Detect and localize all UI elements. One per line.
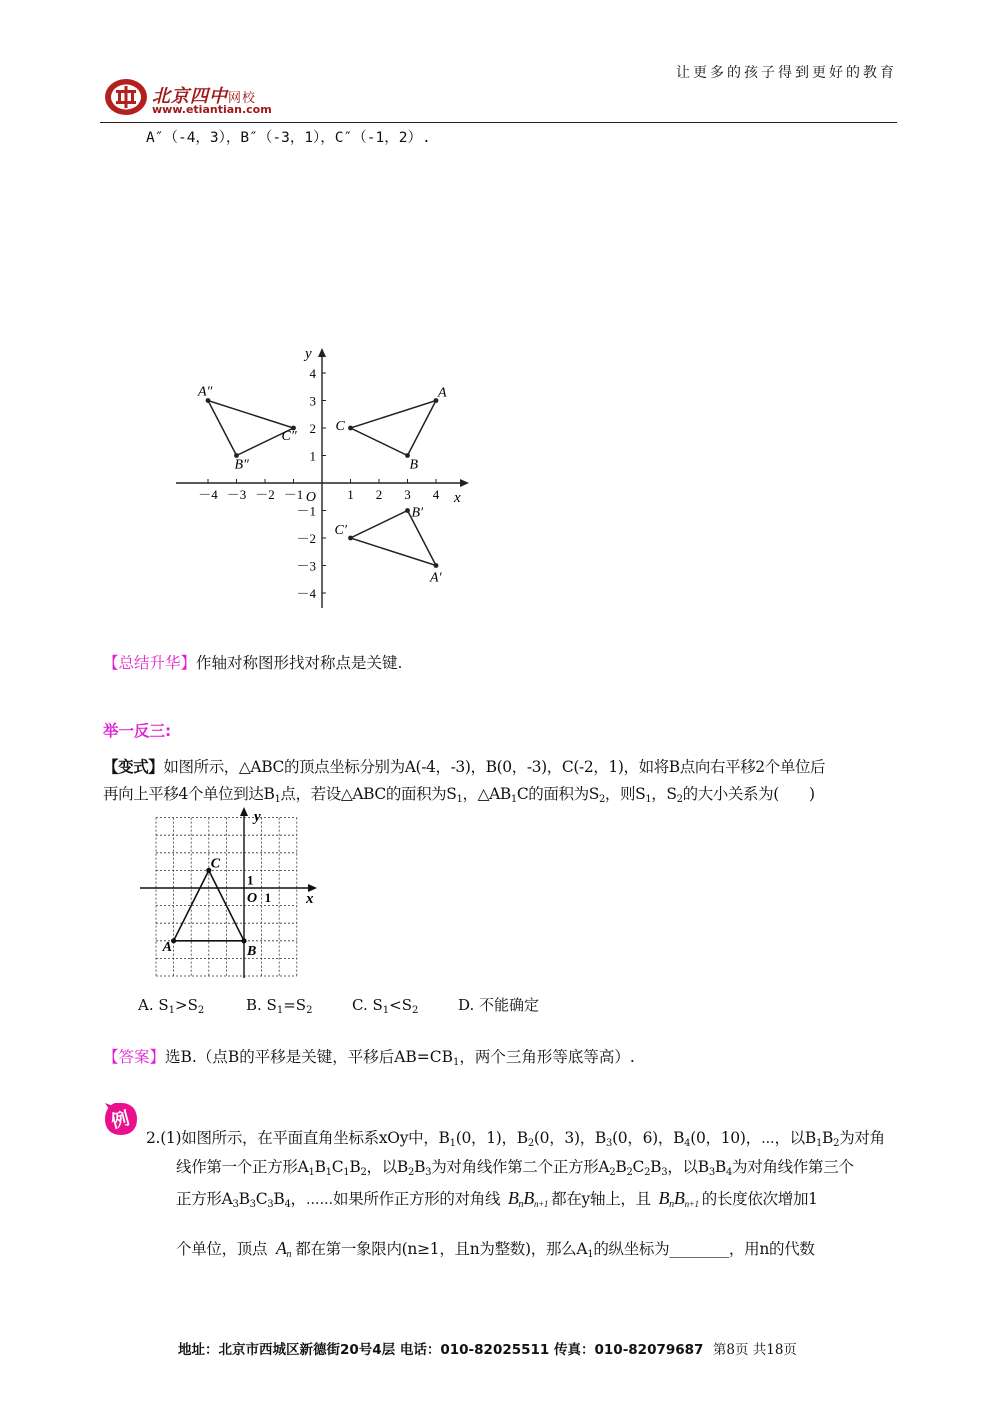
x-axis-arrow (460, 479, 469, 487)
point-label-B2: B″ (234, 457, 249, 473)
section-title: 举一反三: (103, 722, 172, 740)
x-tick-label: －4 (198, 487, 218, 502)
logo-name: 北京四中网校 (152, 86, 257, 107)
y-tick-label: 3 (309, 393, 316, 409)
answer-text-a: 选B.（点B的平移是关键，平移后AB=CB (165, 1048, 454, 1066)
x-axis-label: x (306, 891, 314, 907)
vertex-dot (348, 536, 353, 541)
x-axis-label: x (454, 490, 461, 506)
sub-1: 1 (456, 794, 463, 805)
y-tick-label: －3 (296, 558, 316, 574)
school-logo-icon (103, 77, 149, 117)
point-label-B1: B′ (411, 505, 424, 521)
sub-1: 1 (510, 794, 517, 805)
point-label-C: C (335, 419, 345, 434)
variant-text-2e: ，则S (604, 785, 646, 803)
variant-text-2c: ，△AB (462, 785, 511, 803)
origin-label: O (305, 490, 316, 505)
math-an: $A_n$ (275, 1238, 292, 1260)
triangle-1 (351, 511, 437, 566)
y-tick-label: －1 (296, 503, 316, 519)
sub-1: 1 (274, 794, 281, 805)
summary-text: 作轴对称图形找对称点是关键. (196, 654, 403, 672)
y-tick-label: 2 (309, 421, 316, 436)
x-tick-label: －3 (226, 487, 247, 502)
example-badge-text: 例 (108, 1107, 132, 1133)
option-d[interactable]: D. 不能确定 (458, 996, 540, 1014)
y-tick-label: 1 (309, 448, 316, 464)
footer-address: 地址：北京市西城区新德街20号4层 电话：010-82025511 传真：010-82079687 (178, 1342, 704, 1358)
variant-text-2g: 的大小关系为( ) (682, 785, 815, 803)
answer-tag: 【答案】 (103, 1048, 166, 1066)
math-bn-bn1: $B_nB_{n+1}$ (507, 1188, 549, 1210)
y-axis-arrow (318, 348, 326, 357)
answer-line (103, 1050, 635, 1068)
answer-coordinates: A″（-4，3），B″（-3，1），C″（-1，2）. (146, 130, 431, 146)
variant-line-1 (103, 760, 825, 776)
x-tick-label: 2 (375, 487, 383, 502)
x-tick-label: 4 (432, 487, 440, 502)
point-label-A2: A″ (198, 384, 213, 400)
x-tick-label: －1 (283, 487, 304, 502)
point-label-A: A (438, 385, 447, 401)
variant-tag: 【变式】 (103, 758, 164, 776)
figure-reflection-coordinate-plane (170, 340, 480, 615)
y-tick-label: 4 (309, 366, 316, 381)
y-tick-label: －2 (296, 531, 316, 546)
answer-text-b: ，两个三角形等底等高）. (459, 1048, 635, 1066)
point-label-B: B (247, 943, 257, 959)
origin-label: O (247, 891, 258, 906)
sub-2: 2 (598, 794, 605, 805)
option-c[interactable]: C. $S_1<S_2$ (352, 996, 419, 1016)
point-label-C2: C″ (281, 429, 297, 444)
point-label-C: C (210, 856, 221, 872)
logo-url: www.etiantian.com (152, 103, 272, 116)
x-tick-label: 1 (347, 487, 354, 502)
fig1-axes (176, 346, 469, 608)
option-b[interactable]: B. $S_1=S_2$ (246, 996, 313, 1016)
x-tick-label: 3 (404, 487, 411, 502)
unit-y-label: 1 (247, 872, 254, 888)
variant-text-2b: 点，若设△ABC的面积为S (280, 785, 457, 803)
summary-line (103, 656, 402, 672)
page-footer (178, 1338, 797, 1358)
point-label-C1: C′ (334, 523, 347, 538)
summary-tag: 【总结升华】 (103, 654, 197, 672)
example-line-3: 正方形$A_3B_3C_3B_4$，⋯⋯如果所作正方形的对角线 $B_nB_{n+1}$ 都在y轴上，且 $B_nB_{n+1}$ 的长度依次增加1 (176, 1188, 818, 1210)
option-a[interactable]: A. $S_1>S_2$ (138, 996, 205, 1016)
triangle-0 (351, 401, 437, 456)
fig2-grid (156, 818, 297, 976)
point-label-B: B (409, 457, 419, 473)
y-axis-label: y (254, 809, 261, 825)
vertex-dot (348, 426, 353, 431)
y-axis-label: y (305, 346, 312, 362)
variant-text-2a: 再向上平移4个单位到达B (103, 785, 275, 803)
page-header (0, 0, 1000, 130)
example-line-1: 2.(1)如图所示，在平面直角坐标系xOy中，$B_1(0$，1)，$B_2(0$，3)，$B_3(0$，6)，$B_4(0$，10)，⋯，以$B_1B_2$为对角 (146, 1129, 885, 1149)
point-label-A: A (162, 939, 172, 955)
footer-page-number: 第8页 共18页 (712, 1342, 797, 1358)
vertex-dot (241, 938, 246, 943)
sub-1: 1 (645, 794, 652, 805)
triangle-2 (208, 401, 294, 456)
point-label-A1: A′ (430, 570, 442, 586)
math-bn-bn1: $B_nB_{n+1}$ (658, 1188, 699, 1210)
example-line-4: 个单位，顶点 $A_n$ 都在第一象限内(n≥1，且n为整数)，那么$A_1$的纵坐标为________，用n的代数 (176, 1238, 815, 1260)
y-tick-label: －4 (296, 586, 316, 601)
variant-text-1: 如图所示，△ABC的顶点坐标分别为A(-4，-3)，B(0，-3)，C(-2，1)，如将B点向右平移2个单位后 (163, 758, 826, 776)
y-axis-arrow (240, 807, 248, 816)
x-tick-label: －2 (255, 487, 275, 502)
figure-grid-triangle (138, 806, 323, 981)
sub-1: 1 (453, 1057, 460, 1068)
header-divider (100, 122, 897, 123)
example-line-2: 线作第一个正方形$A_1B_1C_1B_2$，以$B_2B_3$为对角线作第二个正方形$A_2B_2C_2B_3$，以$B_3B_4$为对角线作第三个 (176, 1158, 854, 1178)
vertex-dot (405, 508, 410, 513)
sub-2: 2 (676, 794, 683, 805)
variant-line-2 (103, 787, 815, 805)
unit-x-label: 1 (264, 890, 272, 905)
variant-text-2d: C的面积为S (516, 785, 599, 803)
variant-text-2f: ，S (651, 785, 677, 803)
vertex-dot (434, 563, 439, 568)
header-slogan: 让更多的孩子得到更好的教育 (676, 65, 897, 81)
